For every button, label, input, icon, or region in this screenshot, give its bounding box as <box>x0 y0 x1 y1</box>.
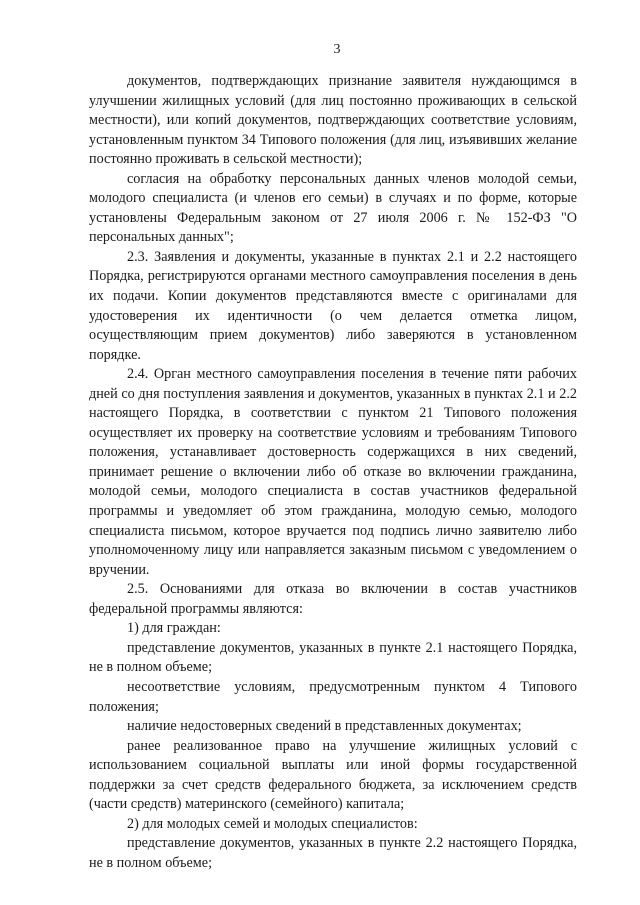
paragraph: наличие недостоверных сведений в представленных документах; <box>127 718 522 735</box>
paragraph: 2) для молодых семей и молодых специалистов: <box>127 815 418 832</box>
paragraph: представление документов, указанных в пункте 2.2 настоящего Порядка, не в полном объеме; <box>89 835 577 871</box>
paragraph: 2.4. Орган местного самоуправления поселения в течение пяти рабочих дней со дня поступления заявления и документов, указанных в пунктах 2.1 и 2.2 настоящего Порядка, в соответствии с пунктом 21 Типового положения осуществляет их проверку на соответствие условиям и требованиям Типового положения, устанавливает достоверность содержащихся в них сведений, принимает решение о включении либо об отказе во включении гражданина, молодой семьи, молодого специалиста в состав участников федеральной программы и уведомляет об этом гражданина, молодую семью, молодого специалиста письмом, которое вручается под подпись лично заявителю либо уполномоченному лицу или направляется заказным письмом с уведомлением о вручении. <box>89 366 577 578</box>
page-number: 3 <box>333 42 341 57</box>
paragraph: 1) для граждан: <box>127 620 221 637</box>
paragraph: ранее реализованное право на улучшение жилищных условий с использованием социальной выплаты или иной формы государственной поддержки за счет средств федерального бюджета, за исключением средств (части средств) материнского (семейного) капитала; <box>89 737 577 813</box>
document-body <box>89 72 577 873</box>
paragraph: 2.5. Основаниями для отказа во включении в состав участников федеральной программы являются: <box>89 581 577 617</box>
paragraph: 2.3. Заявления и документы, указанные в пунктах 2.1 и 2.2 настоящего Порядка, регистрируются органами местного самоуправления поселения в день их подачи. Копии документов представляются вместе с оригиналами для удостоверения их идентичности (о чем делается отметка лицом, осуществляющим прием документов) либо заверяются в установленном порядке. <box>89 248 577 363</box>
paragraph: несоответствие условиям, предусмотренным пунктом 4 Типового положения; <box>89 678 577 715</box>
paragraph: согласия на обработку персональных данных членов молодой семьи, молодого специалиста (и членов его семьи) в случаях и по форме, которые установлены Федеральным законом от 27 июля 2006 г. № 152-ФЗ "О персональных данных"; <box>89 170 577 246</box>
paragraph: документов, подтверждающих признание заявителя нуждающимся в улучшении жилищных условий (для лиц постоянно проживающих в сельской местности), или копий документов, подтверждающих соответствие условиям, установленным пунктом 34 Типового положения (для лиц, изъявивших желание постоянно проживать в сельской местности); <box>89 73 577 168</box>
paragraph: представление документов, указанных в пункте 2.1 настоящего Порядка, не в полном объеме; <box>89 639 577 676</box>
